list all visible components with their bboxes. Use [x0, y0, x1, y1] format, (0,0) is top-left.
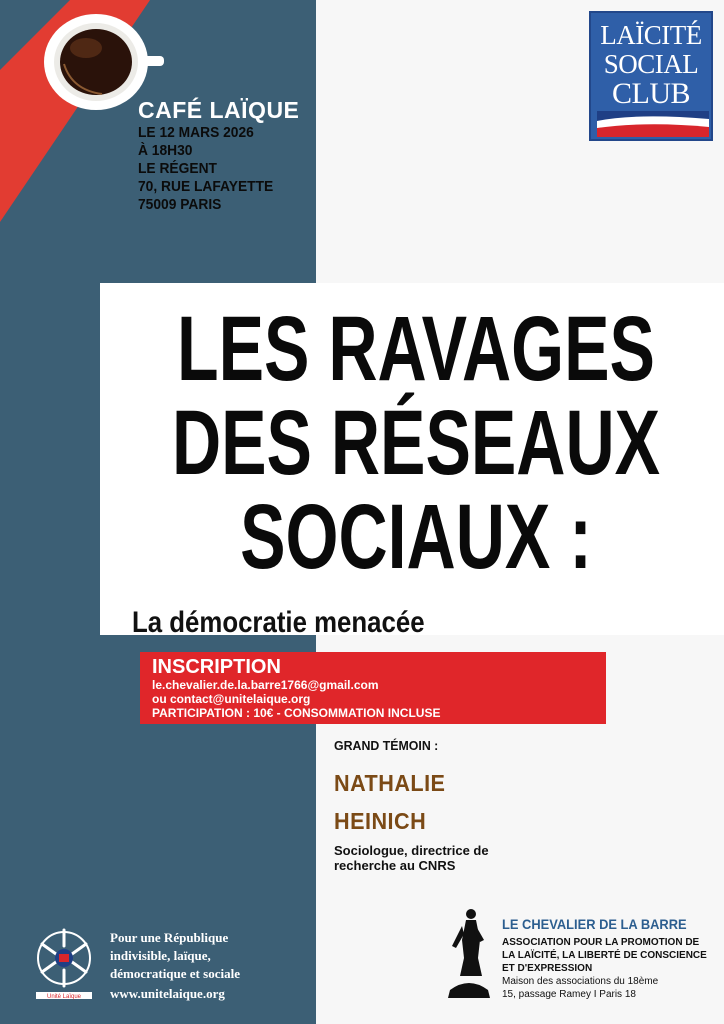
chevalier-line-3: ET D'EXPRESSION — [502, 963, 593, 974]
headline-line-3: SOCIAUX : — [240, 486, 592, 588]
chevalier-line-5: 15, passage Ramey I Paris 18 — [502, 989, 636, 1000]
laicite-social-club-logo — [589, 11, 713, 141]
headline-line-2: DES RÉSEAUX — [171, 392, 661, 494]
temoin-description — [334, 843, 504, 873]
unite-laique-hands-icon — [28, 924, 100, 1000]
inscription-email-1[interactable]: le.chevalier.de.la.barre1766@gmail.com — [152, 678, 379, 692]
event-date: LE 12 MARS 2026 — [138, 124, 254, 141]
event-time: À 18H30 — [138, 142, 193, 159]
temoin-label: GRAND TÉMOIN : — [334, 738, 439, 753]
logo-line-3: CLUB — [611, 77, 690, 110]
headline-line-1: LES RAVAGES — [177, 298, 655, 400]
unite-laique-website[interactable]: www.unitelaique.org — [110, 986, 225, 1001]
slogan-line-1: Pour une République — [110, 930, 229, 945]
inscription-email-2[interactable]: ou contact@unitelaique.org — [152, 692, 311, 706]
inscription-box — [140, 652, 606, 724]
temoin-desc-line-1: Sociologue, directrice de — [334, 843, 489, 858]
logo-line-2: SOCIAL — [603, 49, 699, 79]
temoin-last-name: HEINICH — [334, 808, 427, 834]
temoin-desc-line-2: recherche au CNRS — [334, 858, 456, 873]
unite-laique-logo-text: Unité Laïque — [46, 994, 82, 1000]
event-title: CAFÉ LAÏQUE — [138, 97, 300, 123]
chevalier-line-2: LA LAÏCITÉ, LA LIBERTÉ DE CONSCIENCE — [502, 950, 707, 961]
event-street: 70, RUE LAFAYETTE — [138, 178, 274, 195]
inscription-participation: PARTICIPATION : 10€ - CONSOMMATION INCLUSE — [152, 706, 441, 720]
headline-subtitle: La démocratie menacée — [132, 606, 425, 639]
unite-laique-slogan — [110, 929, 300, 983]
chevalier-line-1: ASSOCIATION POUR LA PROMOTION DE — [502, 937, 700, 948]
chevalier-name: LE CHEVALIER DE LA BARRE — [502, 916, 687, 932]
french-flag-icon — [597, 111, 709, 137]
temoin-first-name: NATHALIE — [334, 770, 446, 796]
slogan-line-3: démocratique et sociale — [110, 966, 240, 981]
slogan-line-2: indivisible, laïque, — [110, 948, 211, 963]
event-venue: LE RÉGENT — [138, 160, 217, 177]
event-info — [138, 96, 299, 214]
chevalier-line-4: Maison des associations du 18ème — [502, 976, 659, 987]
statue-icon — [444, 906, 494, 1000]
inscription-heading: INSCRIPTION — [152, 656, 281, 678]
main-headline — [120, 298, 661, 588]
logo-line-1: LAÏCITÉ — [600, 20, 702, 50]
event-city: 75009 PARIS — [138, 196, 222, 213]
